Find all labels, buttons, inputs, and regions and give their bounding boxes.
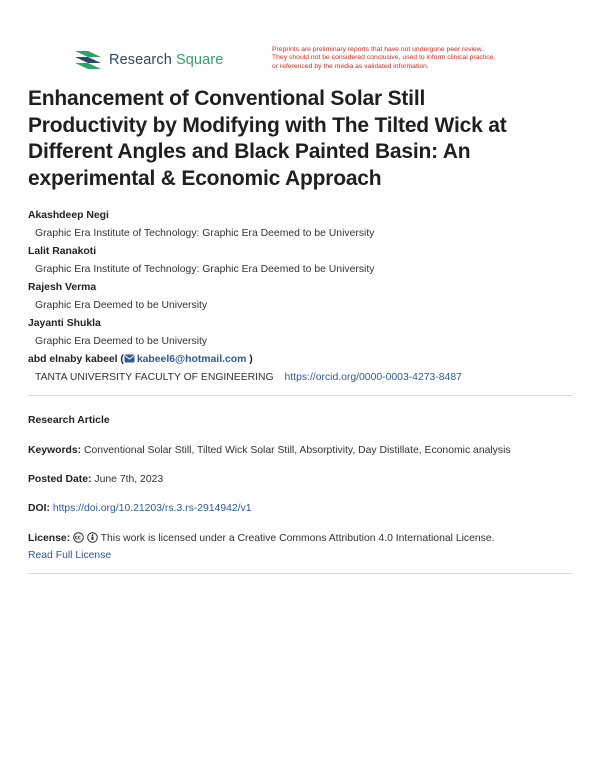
disclaimer-line: They should not be considered conclusive, used to inform clinical practice, — [272, 54, 496, 62]
license-text: This work is licensed under a Creative Commons Attribution 4.0 International License. — [100, 533, 495, 544]
title-line: experimental & Economic Approach — [28, 166, 382, 190]
by-icon — [87, 532, 98, 543]
license-row — [28, 531, 578, 547]
paren-close: ) — [249, 354, 253, 365]
keywords-label: Keywords: — [28, 445, 82, 456]
doi-link[interactable]: https://doi.org/10.21203/rs.3.rs-2914942/v1 — [52, 503, 252, 514]
license-label: License: — [28, 533, 71, 544]
envelope-icon — [124, 354, 135, 363]
posted-date-label: Posted Date: — [28, 474, 92, 485]
doi-row — [28, 501, 578, 517]
doi-label: DOI: — [28, 503, 50, 514]
posted-date-value: June 7th, 2023 — [94, 474, 164, 485]
article-type: Research Article — [28, 415, 110, 426]
corresponding-author — [28, 351, 588, 369]
posted-date-row — [28, 472, 578, 488]
preprint-disclaimer — [272, 46, 542, 71]
read-full-license-link[interactable]: Read Full License — [28, 550, 112, 561]
disclaimer-line: Preprints are preliminary reports that have not undergone peer review. — [272, 46, 484, 53]
cc-icon — [73, 532, 84, 543]
paren-open: ( — [120, 354, 124, 365]
divider — [28, 573, 573, 574]
divider — [28, 395, 573, 396]
title-line: Enhancement of Conventional Solar Still — [28, 87, 426, 110]
author-name[interactable]: Rajesh Verma — [28, 282, 97, 293]
author-name[interactable]: Lalit Ranakoti — [28, 246, 97, 257]
research-square-logo-icon — [73, 48, 103, 72]
author-affiliation: TANTA UNIVERSITY FACULTY OF ENGINEERING — [35, 372, 274, 383]
title-line: Different Angles and Black Painted Basin: An — [28, 140, 471, 163]
author-name[interactable]: abd elnaby kabeel — [28, 354, 118, 365]
research-square-logo[interactable] — [73, 47, 223, 73]
keywords-row — [28, 443, 578, 459]
corresponding-affiliation — [28, 369, 588, 387]
title-line: Productivity by Modifying with The Tilted Wick at — [28, 113, 507, 137]
author-name[interactable]: Jayanti Shukla — [28, 318, 101, 329]
keywords-value: Conventional Solar Still, Tilted Wick Solar Still, Absorptivity, Day Distillate, Economic analysis — [84, 445, 511, 456]
read-license-row — [28, 548, 578, 564]
author-affiliation: Graphic Era Institute of Technology: Graphic Era Deemed to be University — [35, 228, 375, 239]
logo-wordmark: Research Square — [109, 52, 224, 68]
author-affiliation: Graphic Era Deemed to be University — [35, 336, 208, 347]
disclaimer-line: or referenced by the media as validated information. — [272, 62, 429, 70]
paper-title — [28, 86, 578, 192]
author-affiliation: Graphic Era Institute of Technology: Graphic Era Deemed to be University — [35, 264, 375, 275]
author-email-link[interactable]: kabeel6@hotmail.com — [136, 354, 247, 365]
author-affiliation: Graphic Era Deemed to be University — [35, 300, 208, 311]
author-name[interactable]: Akashdeep Negi — [28, 210, 109, 221]
orcid-link[interactable]: https://orcid.org/0000-0003-4273-8487 — [284, 372, 462, 383]
author-list — [28, 207, 588, 387]
